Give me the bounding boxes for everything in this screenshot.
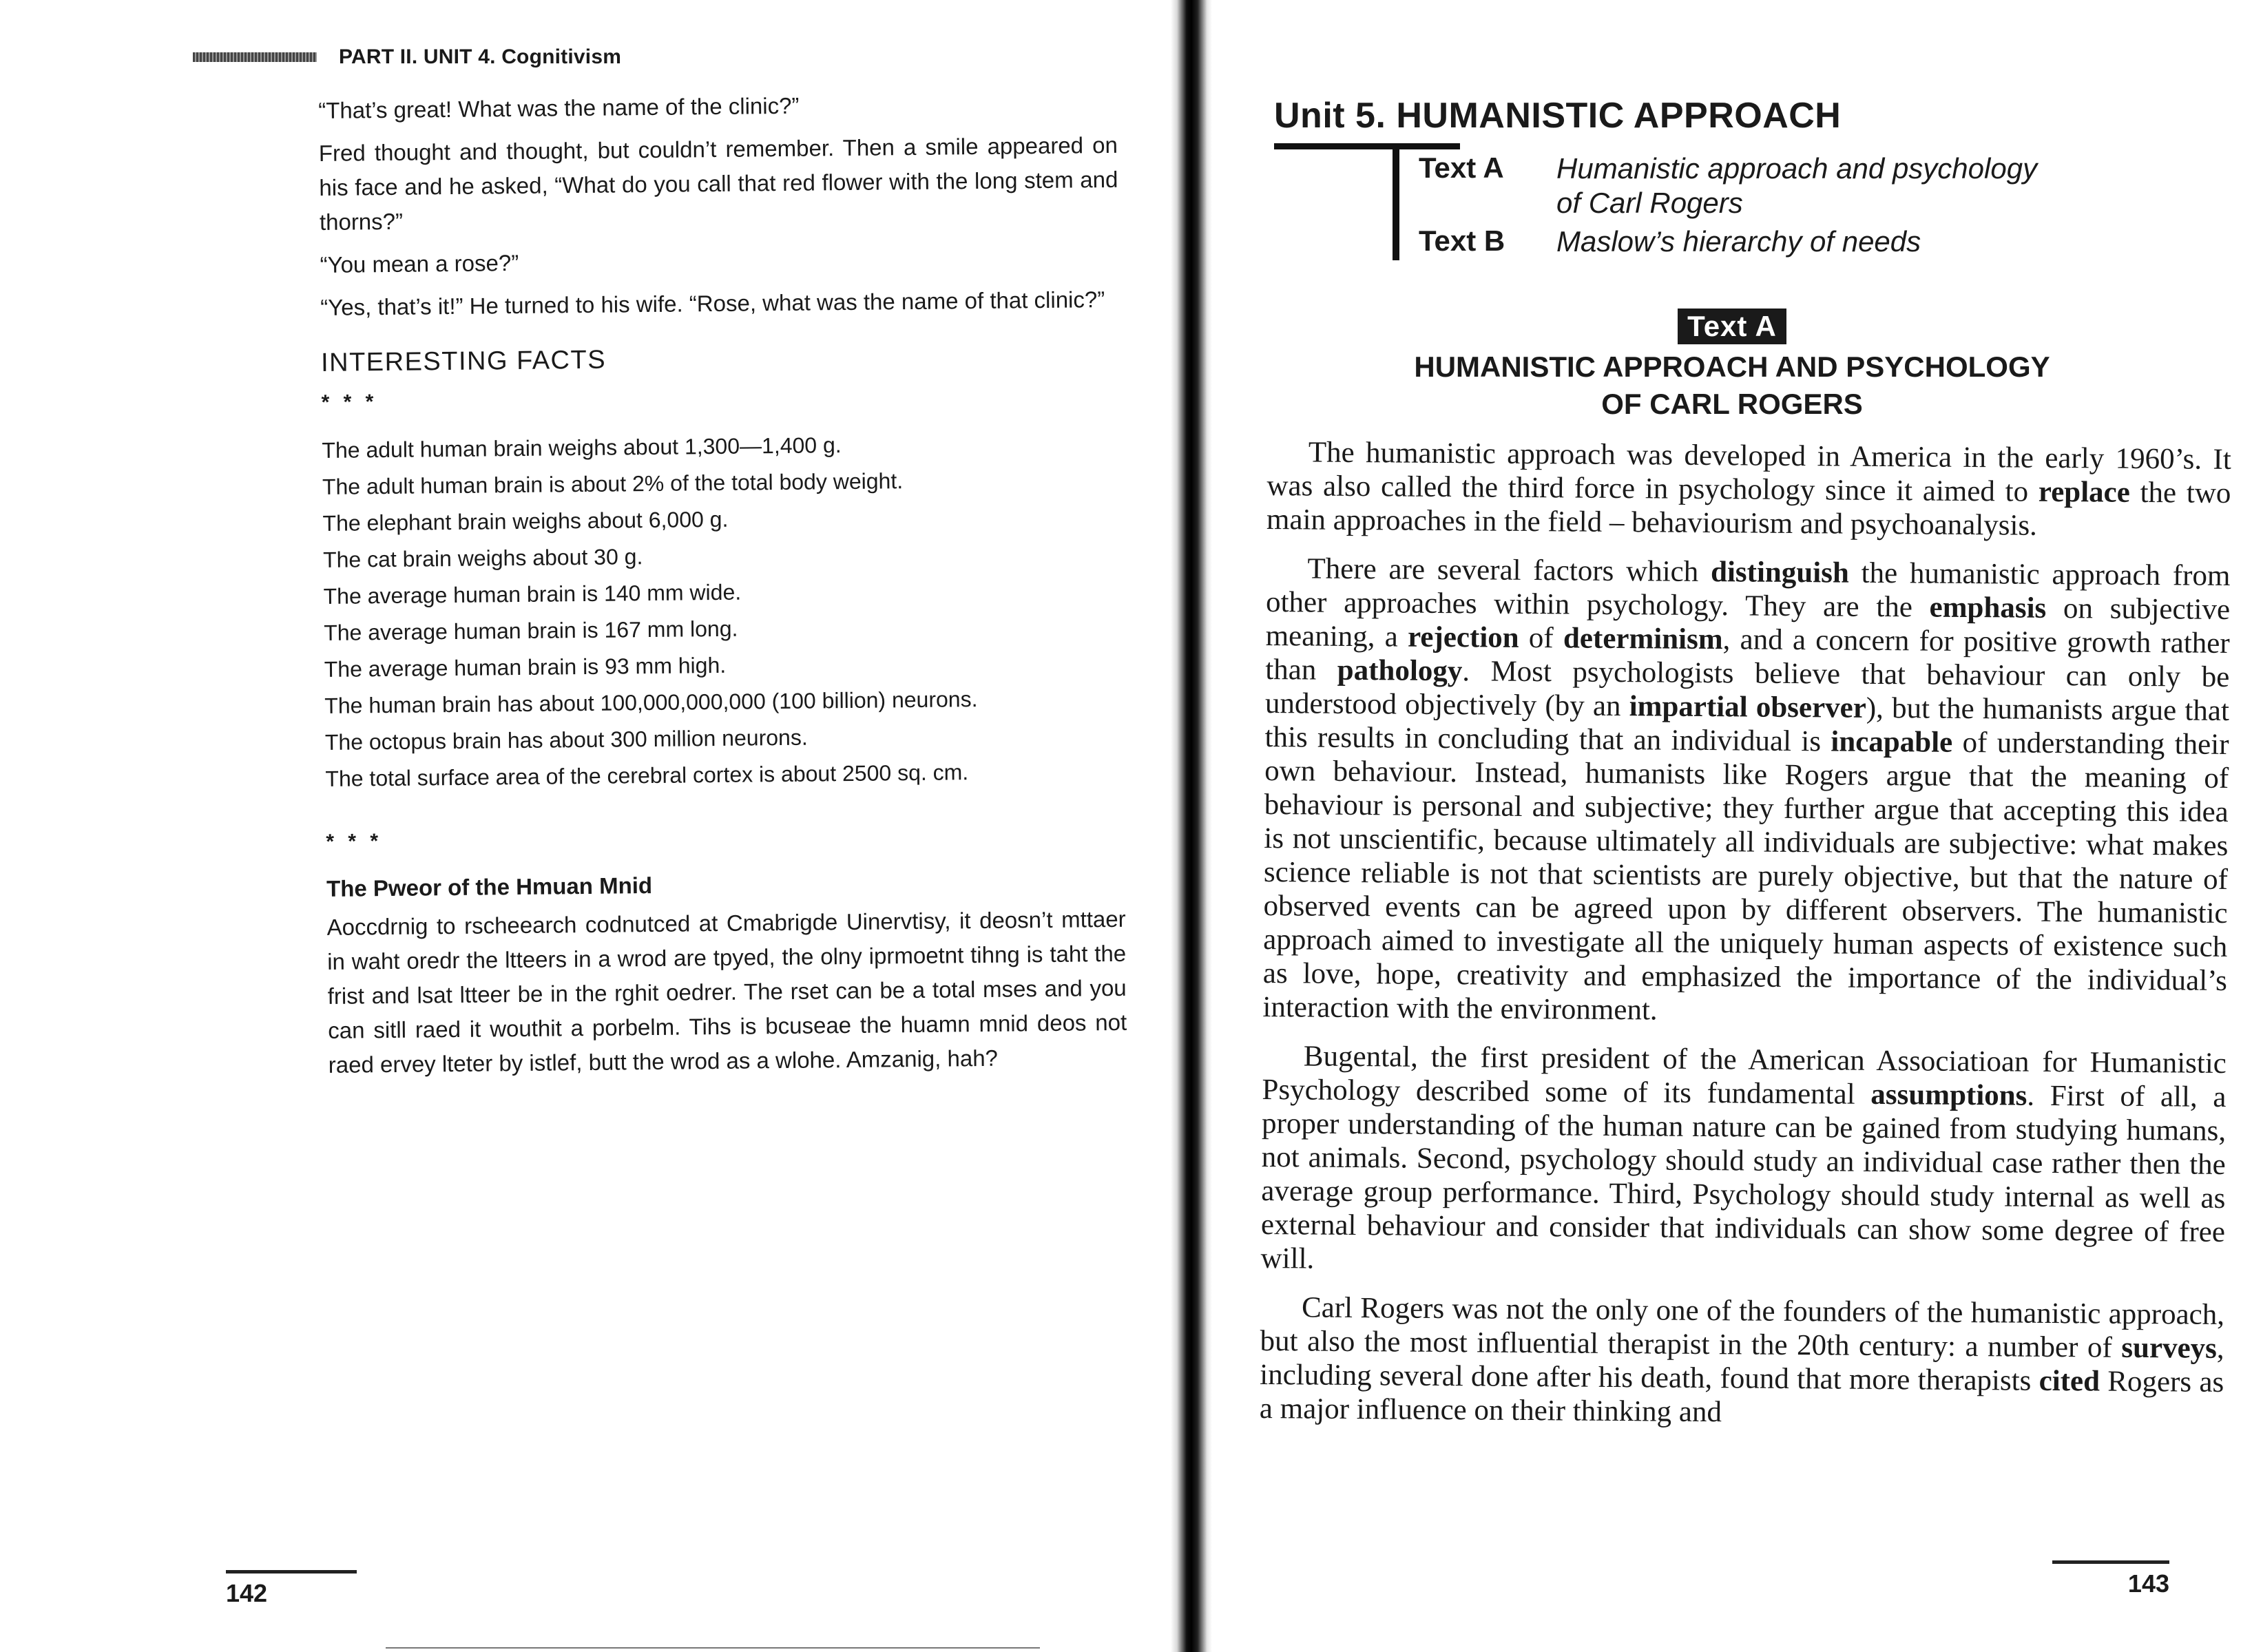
running-head xyxy=(193,45,621,69)
toc-label: Text B xyxy=(1419,224,1505,257)
toc-row xyxy=(1419,151,2037,220)
unit-title: Unit 5. HUMANISTIC APPROACH xyxy=(1274,96,1842,136)
key-term: impartial observer xyxy=(1629,690,1867,724)
key-term: distinguish xyxy=(1710,556,1850,589)
text-run: the humanistic approach from other approaches within psychology. They are the xyxy=(1265,556,2231,624)
article-title-line: HUMANISTIC APPROACH AND PSYCHOLOGY xyxy=(1414,351,2050,383)
text-run: of xyxy=(1519,621,1564,655)
fact-item: The total surface area of the cerebral cortex is about 2500 sq. cm. xyxy=(325,760,969,791)
text-run: , including several done after his death, found that more therapists xyxy=(1260,1332,2224,1397)
right-page xyxy=(1212,0,2252,1652)
toc-title-line: Humanistic approach and psychology xyxy=(1556,152,2038,185)
dialogue-line: “You mean a rose?” xyxy=(320,249,519,278)
fact-item: The human brain has about 100,000,000,000 (100 billion) neurons. xyxy=(324,687,978,718)
toc-rule xyxy=(1393,143,1399,260)
toc-title-line: Maslow’s hierarchy of needs xyxy=(1556,225,1921,258)
key-term: rejection xyxy=(1407,620,1519,654)
running-head-bar xyxy=(193,52,317,62)
fact-item: The average human brain is 167 mm long. xyxy=(324,616,738,645)
key-term: cited xyxy=(2039,1364,2100,1398)
fact-item: The average human brain is 140 mm wide. xyxy=(323,579,742,609)
page-number-rule xyxy=(226,1570,357,1573)
page-number: 143 xyxy=(2127,1569,2169,1598)
scrambled-title: The Pweor of the Hmuan Mnid xyxy=(326,872,653,901)
key-term: assumptions xyxy=(1870,1078,2027,1112)
running-head-text: PART II. UNIT 4. Cognitivism xyxy=(339,45,622,68)
text-run: The humanistic approach was developed in America in the early 1960’s. It was also called the third force in psychology since it aimed to xyxy=(1266,436,2231,508)
page-number-right xyxy=(2052,1560,2169,1598)
text-run: , and a concern for positive growth rather than xyxy=(1265,623,2230,687)
dialogue-line: Fred thought and thought, but couldn’t remember. Then a smile appeared on his face and he asked, “What do you call that red flower with the long stem and thorns?” xyxy=(318,132,1118,235)
stars-separator: * * * xyxy=(321,390,378,414)
text-run: on subjective meaning, a xyxy=(1265,592,2231,654)
page-number-left xyxy=(226,1570,357,1608)
fact-item: The elephant brain weighs about 6,000 g. xyxy=(322,506,729,536)
book-spine xyxy=(1171,0,1212,1652)
text-run: ), but the humanists argue that this results in concluding that an individual is xyxy=(1264,691,2230,758)
toc-row xyxy=(1419,224,2037,259)
fact-item: The octopus brain has about 300 million neurons. xyxy=(324,724,808,755)
key-term: determinism xyxy=(1563,622,1723,656)
text-a-badge: Text A xyxy=(1678,309,1786,344)
unit-contents xyxy=(1419,151,2037,263)
left-body xyxy=(318,85,1127,1091)
page-number-rule xyxy=(2052,1560,2169,1564)
page-number: 142 xyxy=(226,1579,268,1607)
article-body xyxy=(1260,435,2231,1448)
text-run: Rogers as a major influence on their thinking and xyxy=(1259,1365,2224,1429)
fact-item: The adult human brain weighs about 1,300—1,400 g. xyxy=(322,432,842,463)
fact-item: The cat brain weighs about 30 g. xyxy=(322,544,643,572)
key-term: replace xyxy=(2038,475,2131,509)
paragraph xyxy=(1262,552,2230,1032)
key-term: pathology xyxy=(1337,654,1463,688)
article-title xyxy=(1212,348,2252,423)
paragraph xyxy=(1266,435,2231,544)
text-run: . First of all, a proper understanding of the human nature can be gained from studying humans, not animals. Second, psychology should study an individual case rather then the average group performance. Third, Psychology should study internal as well as external behaviour and consider that individuals can show some degree of free will. xyxy=(1260,1079,2227,1275)
text-run: Carl Rogers was not the only one of the founders of the humanistic approach, but also the most influential therapist in the 20th century: a number of xyxy=(1260,1291,2225,1364)
fact-item: The average human brain is 93 mm high. xyxy=(324,652,727,682)
stars-separator: * * * xyxy=(326,830,383,853)
article-title-line: OF CARL ROGERS xyxy=(1601,388,1863,420)
key-term: incapable xyxy=(1831,725,1953,759)
scan-edge-line xyxy=(386,1647,1040,1649)
toc-label: Text A xyxy=(1419,151,1504,184)
text-run: . Most psychologists believe that behaviour can only be understood objectively (by an xyxy=(1264,655,2230,723)
section-heading: INTERESTING FACTS xyxy=(320,345,607,377)
scrambled-text: Aoccdrnig to rscheearch codnutced at Cmabrigde Uinervtisy, it deosn’t mttaer in waht oredr the ltteers in a wrod are tpyed, the olny iprmoetnt tihng is taht the frist and lsat ltteer be in the rghit oedrer. The rset can be a total mses and you can sitll raed it wouthit a porbelm. Tihs is bcuseae the huamn mnid deos not raed ervey lteter by istlef, butt the wrod as a wlohe. Amzanig, hah? xyxy=(326,906,1127,1078)
toc-title xyxy=(1556,151,2037,220)
text-run: the two main approaches in the field – behaviourism and psychoanalysis. xyxy=(1266,476,2231,542)
paragraph xyxy=(1260,1290,2224,1433)
key-term: surveys xyxy=(2121,1331,2218,1365)
key-term: emphasis xyxy=(1929,591,2047,625)
text-run: Bugental, the first president of the American Associatioan for Humanistic Psychology described some of its fundamental xyxy=(1262,1040,2227,1111)
toc-title-line: of Carl Rogers xyxy=(1556,187,1743,219)
paragraph xyxy=(1260,1039,2227,1283)
text-run: There are several factors which xyxy=(1307,552,1711,589)
dialogue-line: “Yes, that’s it!” He turned to his wife. “Rose, what was the name of that clinic?” xyxy=(320,286,1105,320)
text-run: of understanding their own behaviour. Instead, humanists like Rogers argue that the meaning of behaviour is personal and subjective; they further argue that accepting this idea is not unscientific, because ultimately all individuals are subjective: what makes science reliable is not that scientists are purely objective, but that the nature of observed events can be agreed upon by different observers. The humanistic approach aimed to investigate all the uniquely human aspects of existence such as love, hope, creativity and emphasized the importance of the individual’s interaction with the environment. xyxy=(1262,726,2229,1027)
dialogue-line: “That’s great! What was the name of the clinic?” xyxy=(318,92,800,123)
text-badge-wrap xyxy=(1212,309,2252,344)
title-rule xyxy=(1274,143,1460,149)
toc-title xyxy=(1556,224,1921,259)
fact-item: The adult human brain is about 2% of the total body weight. xyxy=(322,468,904,499)
